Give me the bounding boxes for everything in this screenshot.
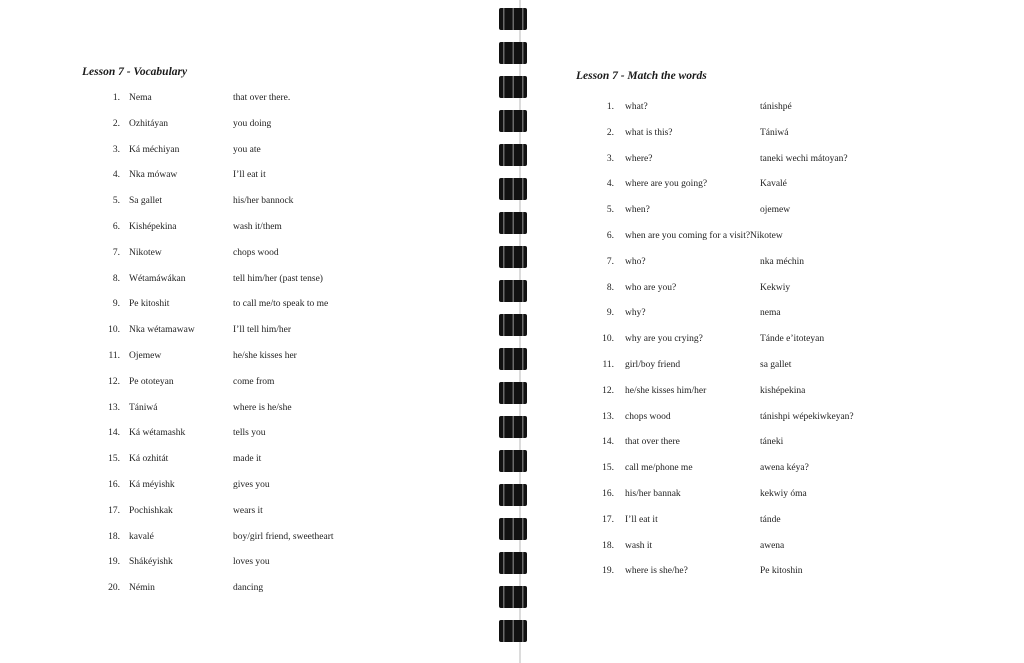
match-term: what is this?: [625, 127, 673, 138]
vocab-term: Pochishkak: [129, 505, 173, 516]
match-term: when?: [625, 205, 650, 216]
vocab-term: Ká ozhitát: [129, 454, 169, 465]
vocab-term: Némin: [129, 583, 155, 594]
vocab-definition: boy/girl friend, sweetheart: [233, 531, 334, 542]
match-definition: Tániwá: [760, 127, 789, 138]
match-term: when are you coming for a visit?Nikotew: [625, 230, 783, 241]
binding-coil: [499, 620, 527, 642]
vocab-definition: loves you: [233, 557, 270, 568]
vocab-number: 15.: [108, 454, 120, 465]
vocab-number: 7.: [112, 247, 120, 258]
match-term: where is she/he?: [625, 566, 688, 577]
vocab-definition: gives you: [233, 479, 270, 490]
vocab-definition: his/her bannock: [233, 196, 294, 207]
match-definition: Kekwiy: [760, 282, 791, 293]
match-term: that over there: [625, 437, 680, 448]
vocab-number: 12.: [108, 376, 120, 387]
binding-coil: [499, 484, 527, 506]
vocab-term: Ká méchiyan: [129, 144, 180, 155]
match-definition: Tánde e’itoteyan: [760, 334, 825, 345]
match-definition: tánishpi wépekiwkeyan?: [760, 411, 854, 422]
match-number: 14.: [602, 437, 614, 448]
match-term: why?: [625, 308, 646, 319]
vocab-term: Nka mówaw: [129, 170, 178, 181]
vocab-term: Sa gallet: [129, 196, 162, 207]
vocab-definition: you doing: [233, 118, 272, 129]
vocab-term: Pe ototeyan: [129, 376, 174, 387]
vocab-number: 13.: [108, 402, 120, 413]
match-number: 9.: [606, 308, 614, 319]
match-definition: sa gallet: [760, 359, 792, 370]
match-definition: Kavalé: [760, 179, 787, 190]
match-term: chops wood: [625, 411, 671, 422]
binding-coil: [499, 246, 527, 268]
vocab-number: 1.: [112, 93, 120, 103]
vocab-number: 2.: [112, 118, 120, 129]
vocab-definition: dancing: [233, 583, 264, 594]
binding-coil: [499, 348, 527, 370]
spiral-binding: [499, 0, 531, 663]
match-number: 13.: [602, 411, 614, 422]
binding-coil: [499, 280, 527, 302]
match-number: 6.: [606, 230, 614, 241]
match-term: he/she kisses him/her: [625, 385, 707, 396]
vocab-definition: made it: [233, 454, 262, 465]
match-term: I’ll eat it: [625, 514, 658, 525]
binding-coil: [499, 552, 527, 574]
binding-coil: [499, 586, 527, 608]
vocab-number: 20.: [108, 583, 120, 594]
binding-coil: [499, 76, 527, 98]
match-term: who?: [625, 256, 646, 267]
vocab-number: 4.: [112, 170, 120, 181]
match-number: 15.: [602, 463, 614, 474]
match-term: call me/phone me: [625, 463, 693, 474]
match-number: 18.: [602, 540, 614, 551]
vocab-definition: tells you: [233, 428, 266, 439]
vocab-term: Ká méyishk: [129, 479, 175, 490]
match-definition: ojemew: [760, 205, 791, 216]
match-number: 19.: [602, 566, 614, 577]
vocab-definition: chops wood: [233, 247, 279, 258]
match-title: Lesson 7 - Match the words: [576, 70, 707, 82]
match-number: 4.: [606, 179, 614, 190]
vocab-definition: I’ll tell him/her: [233, 325, 292, 336]
match-definition: Pe kitoshin: [760, 566, 803, 577]
vocab-number: 3.: [112, 144, 120, 155]
match-definition: tánde: [760, 514, 781, 525]
match-term: where?: [625, 153, 653, 164]
vocab-definition: you ate: [233, 144, 261, 155]
vocab-term: Wétamáwákan: [129, 273, 186, 284]
match-term: what?: [625, 102, 648, 112]
vocab-number: 17.: [108, 505, 120, 516]
match-definition: nema: [760, 308, 781, 319]
vocab-number: 6.: [112, 221, 120, 232]
vocab-number: 8.: [112, 273, 120, 284]
vocab-number: 19.: [108, 557, 120, 568]
match-definition: awena kéya?: [760, 463, 809, 474]
vocab-term: Ojemew: [129, 350, 162, 361]
right-page: [532, 0, 1024, 663]
vocab-definition: I’ll eat it: [233, 170, 266, 181]
vocab-number: 11.: [108, 350, 120, 361]
match-term: where are you going?: [625, 179, 708, 190]
match-definition: kishépekina: [760, 385, 806, 396]
binding-coil: [499, 8, 527, 30]
match-number: 11.: [602, 359, 614, 370]
vocab-term: kavalé: [129, 531, 154, 542]
binding-coil: [499, 42, 527, 64]
match-definition: taneki wechi mátoyan?: [760, 153, 848, 164]
vocabulary-title: Lesson 7 - Vocabulary: [82, 66, 188, 78]
vocab-number: 16.: [108, 479, 120, 490]
binding-coil: [499, 450, 527, 472]
vocab-number: 9.: [112, 299, 120, 310]
binding-coil: [499, 518, 527, 540]
vocab-term: Pe kitoshit: [129, 299, 170, 310]
match-number: 1.: [606, 102, 614, 112]
vocab-number: 5.: [112, 196, 120, 207]
vocab-term: Nema: [129, 93, 152, 103]
match-number: 7.: [606, 256, 614, 267]
match-number: 3.: [606, 153, 614, 164]
match-term: his/her bannak: [625, 488, 681, 499]
vocab-number: 14.: [108, 428, 120, 439]
vocab-term: Kishépekina: [129, 221, 177, 232]
vocab-definition: he/she kisses her: [233, 350, 297, 361]
vocab-definition: that over there.: [233, 93, 291, 103]
match-definition: awena: [760, 540, 785, 551]
vocab-term: Nka wétamawaw: [129, 325, 195, 336]
binding-coil: [499, 144, 527, 166]
vocab-term: Nikotew: [129, 247, 162, 258]
vocab-term: Ká wétamashk: [129, 428, 186, 439]
binding-coil: [499, 314, 527, 336]
match-number: 12.: [602, 385, 614, 396]
binding-coil: [499, 110, 527, 132]
left-page: [0, 0, 500, 663]
match-number: 17.: [602, 514, 614, 525]
match-definition: kekwiy óma: [760, 488, 807, 499]
vocab-definition: to call me/to speak to me: [233, 299, 329, 310]
match-number: 2.: [606, 127, 614, 138]
vocab-definition: tell him/her (past tense): [233, 273, 323, 284]
match-definition: táneki: [760, 437, 784, 448]
match-number: 8.: [606, 282, 614, 293]
binding-coil: [499, 382, 527, 404]
match-number: 5.: [606, 205, 614, 216]
match-term: who are you?: [625, 282, 677, 293]
vocab-number: 10.: [108, 325, 120, 336]
vocab-definition: wash it/them: [233, 221, 282, 232]
vocab-term: Shákéyishk: [129, 557, 173, 568]
match-term: wash it: [625, 540, 653, 551]
vocab-definition: wears it: [233, 505, 263, 516]
match-definition: nka méchin: [760, 256, 805, 267]
match-number: 16.: [602, 488, 614, 499]
vocab-definition: come from: [233, 376, 275, 387]
binding-coil: [499, 178, 527, 200]
binding-coil: [499, 416, 527, 438]
match-term: why are you crying?: [625, 334, 703, 345]
binding-coil: [499, 212, 527, 234]
match-term: girl/boy friend: [625, 359, 681, 370]
vocab-term: Tániwá: [129, 402, 158, 413]
vocab-number: 18.: [108, 531, 120, 542]
match-definition: tánishpé: [760, 102, 792, 112]
match-number: 10.: [602, 334, 614, 345]
vocab-term: Ozhitáyan: [129, 118, 169, 129]
vocab-definition: where is he/she: [233, 402, 292, 413]
